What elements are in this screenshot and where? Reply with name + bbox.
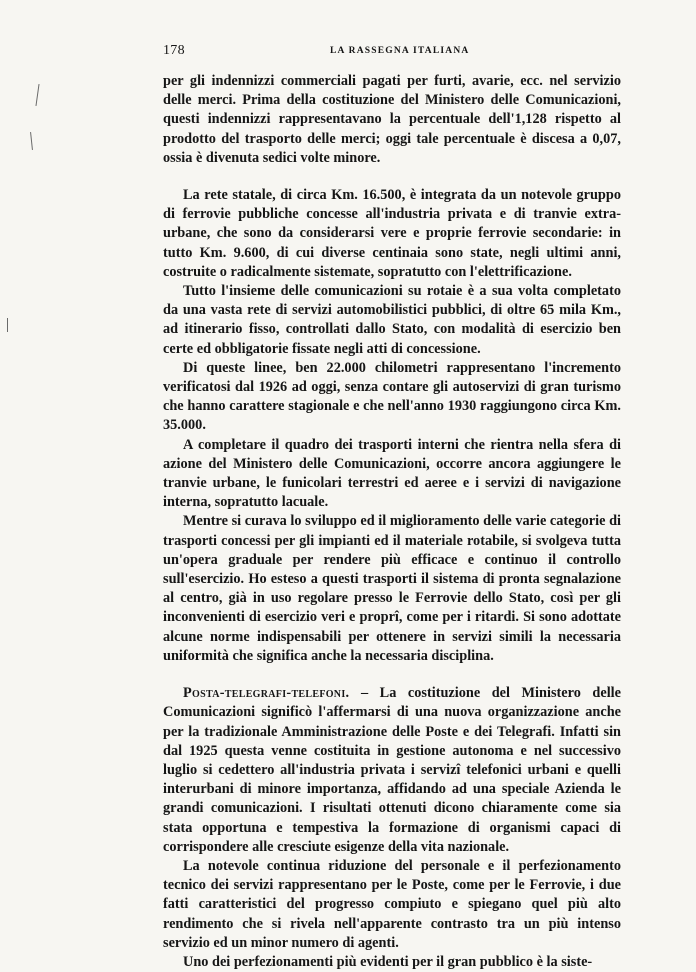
section-heading-dash: – xyxy=(349,685,380,702)
paragraph-sviluppo-controllo: Mentre si curava lo sviluppo ed il miglioramento delle varie categorie di trasporti concessi per gli impianti ed il materiale rotabile, si svolgeva tutta un'opera graduale per rendere più efficace e continuo il controllo sull'esercizio. Ho esteso a questi trasporti il sistema di pronta segnalazione al centro, già in uso regolare presso le Ferrovie dello Stato, così per gli inconvenienti di esercizio veri e proprî, come per i ritardi. Si sono adottate alcune norme indispensabili per ottenere in servizi simili la necessaria uniformità che significa anche la necessaria disciplina. xyxy=(163,513,621,664)
paragraph-comunicazioni-rotaie: Tutto l'insieme delle comunicazioni su rotaie è a sua volta completato da una vasta rete di servizi automobilistici pubblici, di oltre 65 mila Km., ad itinerario fisso, controllati dallo Stato, con modalità di esercizio ben certe ed obbligatorie fissate negli atti di concessione. xyxy=(163,283,621,357)
paragraph-quadro-trasporti: A completare il quadro dei trasporti interni che rientra nella sfera di azione del Ministero delle Comunicazioni, occorre ancora aggiungere le tranvie urbane, le funicolari terrestri ed aeree e i servizi di navigazione interna, sopratutto lacuale. xyxy=(163,436,621,511)
paragraph-linee-incremento: Di queste linee, ben 22.000 chilometri rappresentano l'incremento verificatosi dal 1926 ad oggi, senza contare gli autoservizi di gran turismo che hanno carattere stagionale e che nell'anno 1930 raggiungono circa Km. 35.000. xyxy=(163,359,621,434)
page-number: 178 xyxy=(163,43,185,58)
paragraph-riduzione-personale: La notevole continua riduzione del personale e il perfezionamento tecnico dei servizi rappresentano per le Poste, come per le Ferrovie, i due fatti caratteristici del progresso compiuto e spiegano quel più alto rendimento che si rivela nell'apparente contrasto tra un più intenso servizio ed un minor numero di agenti. xyxy=(163,857,621,951)
paragraph-rete-statale: La rete statale, di circa Km. 16.500, è integrata da un notevole gruppo di ferrovie pubbliche concesse all'industria privata e di tranvie extra-urbane, che sono da considerarsi vere e proprie ferrovie secondarie: in tutto Km. 9.600, di cui diverse centinaia sono state, negli ultimi anni, costruite o radicalmente sistemate, sopratutto con l'elettrificazione. xyxy=(163,187,621,280)
paragraph-poste-costituzione xyxy=(163,684,621,857)
section-paragraph-text: La costituzione del Ministero delle Comunicazioni significò l'affermarsi di una nuova organizzazione anche per la tradizionale Amministrazione delle Poste e dei Telegrafi. Infatti sin dal 1925 questa venne costituita in gestione autonoma e nel successivo luglio si cedettero all'industria privata i servizî telefonici urbani e quelli interurbani di minore importanza, affidando ad una speciale Azienda le grandi comunicazioni. I risultati ottenuti dicono chiaramente come sia stata opportuna e tempestiva la formazione di organismi capaci di corrispondere alle cresciute esigenze della vita nazionale. xyxy=(163,685,621,855)
body-text xyxy=(163,72,621,972)
paragraph-continuation: per gli indennizzi commerciali pagati per furti, avarie, ecc. nel servizio delle merci. Prima della costituzione del Ministero delle Comunicazioni, questi indennizzi rappresentavano la percentuale dell'1,128 rispetto al prodotto del trasporto delle merci; oggi tale percentuale è discesa a 0,07, ossia è divenuta sedici volte minore. xyxy=(163,73,621,166)
running-head: LA RASSEGNA ITALIANA xyxy=(330,46,470,56)
margin-scan-mark-top xyxy=(35,84,39,106)
section-heading: Posta-telegrafi-telefoni. xyxy=(183,685,350,702)
margin-scan-mark-lower xyxy=(7,318,8,332)
paragraph-perfezionamenti: Uno dei perfezionamenti più evidenti per il gran pubblico è la siste- xyxy=(183,953,593,970)
margin-scan-mark-middle xyxy=(30,132,33,150)
